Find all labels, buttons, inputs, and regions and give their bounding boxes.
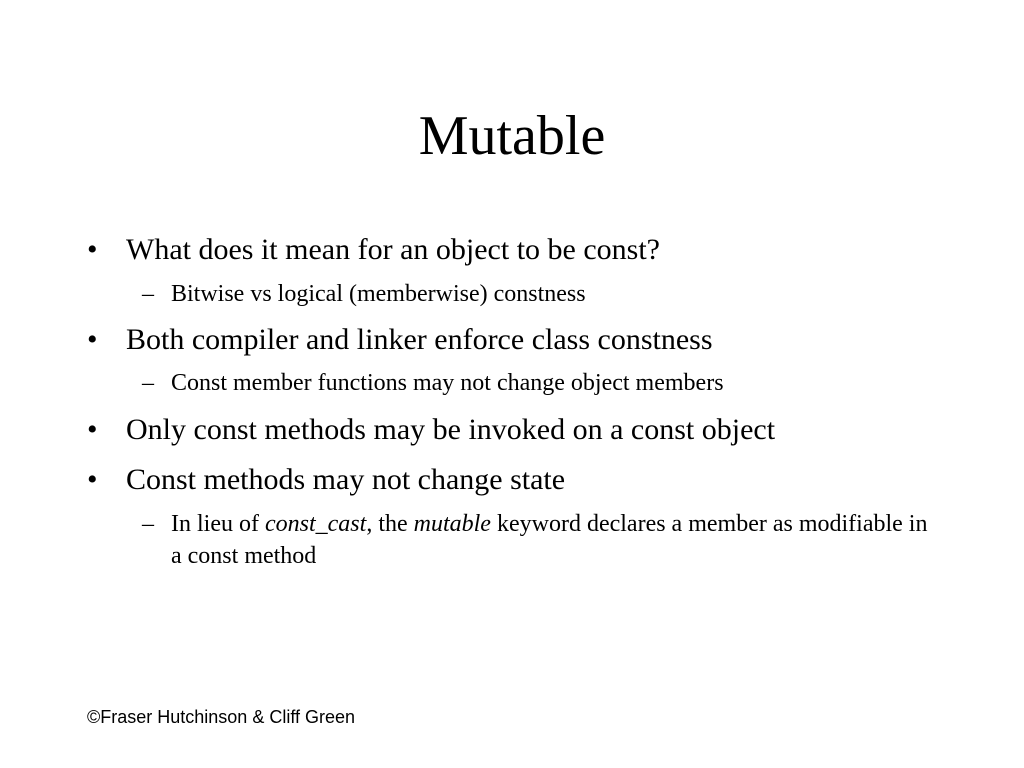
sub-bullet-text: Const member functions may not change object members	[171, 370, 724, 396]
bullet-marker: •	[87, 413, 98, 446]
sub-bullet-text-part: , the	[366, 511, 414, 537]
bullet-marker: •	[87, 233, 98, 266]
sub-bullet-marker: –	[142, 511, 154, 537]
code-term-const-cast: const_cast	[264, 511, 367, 537]
sub-bullet-marker: –	[142, 281, 154, 307]
bullet-marker: •	[87, 463, 98, 496]
slide-title: Mutable	[418, 105, 606, 167]
bullet-text: What does it mean for an object to be const?	[126, 233, 660, 266]
sub-bullet-text-part: In lieu of	[171, 511, 265, 537]
sub-bullet-marker: –	[142, 370, 154, 396]
bullet-marker: •	[87, 323, 98, 356]
bullet-text: Both compiler and linker enforce class constness	[126, 323, 713, 356]
bullet-text: Only const methods may be invoked on a const object	[126, 413, 776, 446]
sub-bullet-text	[171, 508, 931, 572]
footer-copyright: ©Fraser Hutchinson & Cliff Green	[87, 707, 356, 727]
code-term-mutable: mutable	[413, 511, 491, 537]
sub-bullet-text: Bitwise vs logical (memberwise) constness	[171, 281, 586, 307]
sub-bullet-text-part: keyword declares a member as modifiable in a const method	[171, 511, 928, 569]
bullet-text: Const methods may not change state	[126, 463, 566, 496]
